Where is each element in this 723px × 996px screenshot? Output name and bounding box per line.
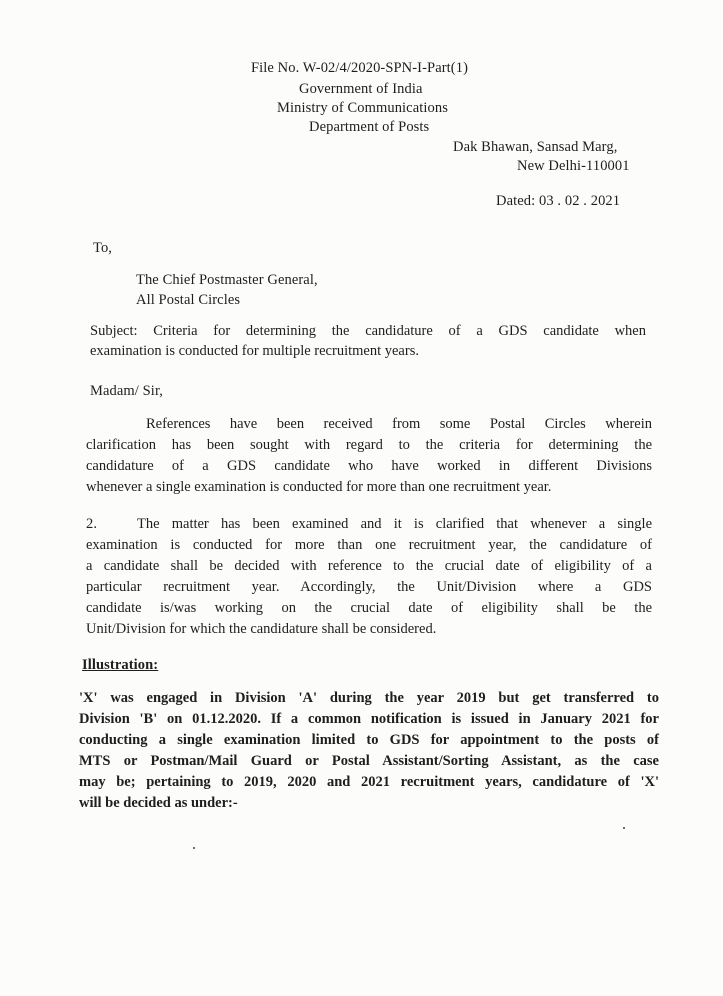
ministry-line: Ministry of Communications [277,100,448,116]
subject-line-1: Subject: Criteria for determining the candidature of a GDS candidate when [90,323,646,339]
para2-line: Unit/Division for which the candidature shall be considered. [86,621,437,637]
para2-line: examination is conducted for more than one recruitment year, the candidature of [86,537,652,553]
government-line: Government of India [299,81,423,97]
to-label: To, [93,240,113,256]
file-number: File No. W-02/4/2020-SPN-I-Part(1) [251,60,468,76]
para1-line: candidature of a GDS candidate who have worked in different Divisions [86,458,652,474]
subject-line-2: examination is conducted for multiple recruitment years. [90,343,419,359]
illustration-line: may be; pertaining to 2019, 2020 and 2021 recruitment years, candidature of 'X' [79,774,659,790]
illustration-line: 'X' was engaged in Division 'A' during the year 2019 but get transferred to [79,690,659,706]
para1-line: clarification has been sought with regard to the criteria for determining the [86,437,652,453]
para1-line: References have been received from some Postal Circles wherein [146,416,652,432]
para2-line: The matter has been examined and it is clarified that whenever a single [137,516,652,532]
salutation: Madam/ Sir, [90,383,164,399]
para2-line: candidate is/was working on the crucial date of eligibility shall be the [86,600,652,616]
department-line: Department of Posts [309,119,430,135]
scan-speck [623,827,625,829]
dated-line: Dated: 03 . 02 . 2021 [496,193,621,209]
recipient-line-2: All Postal Circles [136,292,241,308]
scan-speck [193,847,195,849]
para2-line: a candidate shall be decided with reference to the crucial date of eligibility of a [86,558,652,574]
address-line-1: Dak Bhawan, Sansad Marg, [453,139,618,155]
recipient-line-1: The Chief Postmaster General, [136,272,318,288]
illustration-line: MTS or Postman/Mail Guard or Postal Assistant/Sorting Assistant, as the case [79,753,659,769]
para2-line: particular recruitment year. Accordingly, the Unit/Division where a GDS [86,579,652,595]
illustration-line: Division 'B' on 01.12.2020. If a common notification is issued in January 2021 for [79,711,659,727]
para1-line: whenever a single examination is conducted for more than one recruitment year. [86,479,552,495]
illustration-heading: Illustration: [82,657,159,673]
illustration-line: will be decided as under:- [79,795,238,811]
para2-number: 2. [86,516,98,532]
address-line-2: New Delhi-110001 [517,158,630,174]
illustration-line: conducting a single examination limited to GDS for appointment to the posts of [79,732,659,748]
